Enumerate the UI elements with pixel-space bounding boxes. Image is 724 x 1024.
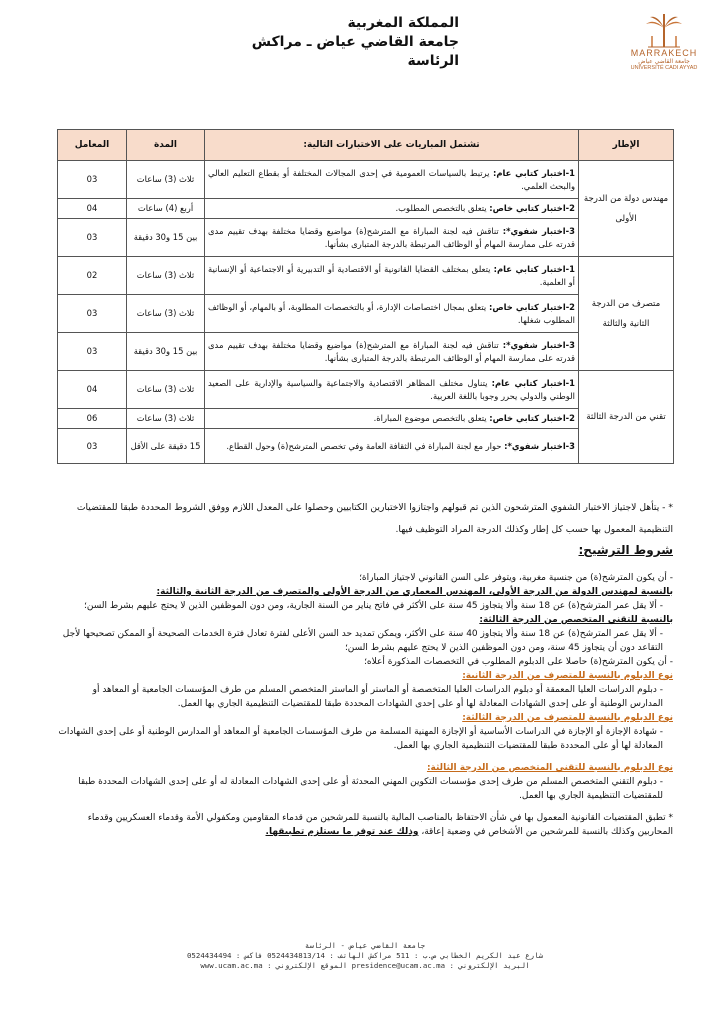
test-cell: 3-اختبار شفوي*: تناقش فيه لجنة المباراة مع المترشح(ة) مواضيع وقضايا مختلفة بهدف تقييم مدى قدرته على ممارسة المهام أو الوظائف المرتبطة بالدرجة المتبارى بشأنها.: [205, 333, 579, 371]
oral-exam-note: * - يتأهل لاجتياز الاختبار الشفوي المترشحون الذين تم قبولهم واجتازوا الاختبارين الكتابيين وحصلوا على المعدل اللازم ووفق الشروط المحددة طبقا للمقتضيات التنظيمية المعمول بها حسب كل إطار وكذلك الدرجة المراد التوظيف فيها.: [76, 502, 673, 535]
frame-cell: مهندس دولة من الدرجة الأولى: [579, 161, 674, 257]
conditions-section: [58, 571, 673, 839]
test-cell: 3-اختبار شفوي*: تناقش فيه لجنة المباراة مع المترشح(ة) مواضيع وقضايا مختلفة بهدف تقييم مدى قدرته على ممارسة المهام أو الوظائف المرتبطة بالدرجة المتبارى بشأنها.: [205, 219, 579, 257]
test-cell: 1-اختبار كتابي عام: يتعلق بمختلف القضايا القانونية أو الاقتصادية أو التدبيرية أو الاجتماعية أو الإنسانية أو العلمية.: [205, 257, 579, 295]
logo-arabic-name: جامعة القاضي عياض: [638, 58, 690, 65]
test-cell: 3-اختبار شفوي*: حوار مع لجنة المباراة في الثقافة العامة وفي تخصص المترشح(ة) وحول القطاع.: [205, 429, 579, 464]
page-footer: [60, 941, 670, 971]
frame-cell: متصرف من الدرجة الثانية والثالثة: [579, 257, 674, 371]
duration-cell: بين 15 و30 دقيقة: [127, 219, 205, 257]
header-duration: المدة: [127, 130, 205, 161]
kingdom-title: المملكة المغربية: [347, 15, 459, 31]
logo-french-name: UNIVERSITÉ CADI AYYAD: [630, 65, 698, 71]
test-cell: 2-اختبار كتابي خاص: يتعلق بالتخصص المطلوب.: [205, 199, 579, 219]
final-note: * تطبق المقتضيات القانونية المعمول بها في شأن الاحتفاظ بالمناصب المالية بالنسبة للمرشحين من قدماء المقاومين ومكفولي الأمة وقدماء العسكريين وقدماء المحاربين وكذلك بالنسبة للمرشحين من الأشخاص في وضعية إعاقة، وذلك عند توفر ما يستلزم تطبيقها.: [87, 813, 673, 837]
table-row: [58, 161, 674, 199]
table-row: [58, 257, 674, 295]
test-cell: 1-اختبار كتابي عام: يتناول مختلف المظاهر الاقتصادية والاجتماعية والسياسية والإدارية على الصعيد الوطني والدولي يحرر وجوبا باللغة العربية.: [205, 371, 579, 409]
duration-cell: ثلاث (3) ساعات: [127, 295, 205, 333]
duration-cell: ثلاث (3) ساعات: [127, 409, 205, 429]
exams-table: [57, 129, 674, 464]
coefficient-cell: 03: [58, 333, 127, 371]
test-cell: 1-اختبار كتابي عام: يرتبط بالسياسات العمومية في إحدى المجالات المختلفة أو بقطاع التعليم العالي والبحث العلمي.: [205, 161, 579, 199]
coefficient-cell: 03: [58, 161, 127, 199]
conditions-title: شروط الترشيح:: [578, 543, 673, 557]
duration-cell: بين 15 و30 دقيقة: [127, 333, 205, 371]
condition-diploma: - أن يكون المترشح(ة) حاصلا على الدبلوم المطلوب في التخصصات المذكورة أعلاه؛: [364, 657, 673, 667]
duration-cell: ثلاث (3) ساعات: [127, 257, 205, 295]
test-cell: 2-اختبار كتابي خاص: يتعلق بمجال اختصاصات الإدارة، أو بالتخصصات المطلوبة، أو بالمهام، أو الوظائف المطلوب شغلها.: [205, 295, 579, 333]
frame-cell: تقني من الدرجة الثالثة: [579, 371, 674, 464]
condition-age-technician: - ألا يقل عمر المترشح(ة) عن 18 سنة وألا يتجاوز 40 سنة على الأكثر، ويمكن تمديد حد السن الأعلى لفترة تعادل فترة الخدمات الصحيحة أو الممكن تصحيحها لأجل التقاعد دون أن يتجاوز 45 سنة، ومن دون الموظفين الذين لا يحتج عليهم بشرط السن؛: [62, 629, 663, 653]
presidency-title: الرئاسة: [407, 53, 459, 69]
coefficient-cell: 02: [58, 257, 127, 295]
diploma-title-technician: نوع الدبلوم بالنسبة للتقني المتخصص من الدرجة الثالثة:: [426, 763, 673, 773]
university-logo: [617, 14, 711, 78]
coefficient-cell: 06: [58, 409, 127, 429]
duration-cell: ثلاث (3) ساعات: [127, 161, 205, 199]
diploma-text-admin-3: - شهادة الإجازة أو الإجازة في الدراسات الأساسية أو الإجازة المهنية المسلمة من طرف المؤسسات الجامعية أو المعاهد أو المدارس الوطنية أو على إحدى الشهادات المعادلة لها أو على المحددة طبقا للمقتضيات التنظيمية الجاري بها العمل.: [58, 727, 663, 751]
duration-cell: 15 دقيقة على الأقل: [127, 429, 205, 464]
diploma-title-admin-3: نوع الدبلوم بالنسبة للمتصرف من الدرجة الثالثة:: [462, 713, 673, 723]
coefficient-cell: 04: [58, 199, 127, 219]
table-header-row: [58, 130, 674, 161]
coefficient-cell: 04: [58, 371, 127, 409]
condition-group-engineers: بالنسبة لمهندس الدولة من الدرجة الأولى، المهندس المعماري من الدرجة الأولى والمتصرف من الدرجة الثانية والثالثة:: [156, 587, 673, 597]
test-cell: 2-اختبار كتابي خاص: يتعلق بالتخصص موضوع المباراة.: [205, 409, 579, 429]
coefficient-cell: 03: [58, 429, 127, 464]
diploma-text-admin-2: - دبلوم الدراسات العليا المعمقة أو دبلوم الدراسات العليا المتخصصة أو الماستر أو الماستر المتخصص المسلم من طرف المؤسسات الجامعية أو المعاهد أو المدارس الوطنية أو على إحدى الشهادات المعادلة لها أو على إحدى الشهادات المحددة طبقا للمقتضيات التنظيمية الجاري بها العمل.: [92, 685, 663, 709]
header-frame: الإطار: [579, 130, 674, 161]
duration-cell: أربع (4) ساعات: [127, 199, 205, 219]
logo-wordmark: MARRAKECH: [630, 48, 698, 58]
footer-contact: البريد الإلكتروني : presidence@ucam.ac.ma الموقع الإلكتروني : www.ucam.ac.ma: [200, 961, 530, 970]
table-row: [58, 371, 674, 409]
palm-emblem-icon: [644, 14, 684, 48]
university-title: جامعة القاضي عياض ـ مراكش: [251, 34, 459, 50]
footer-address: شارع عبد الكريم الخطابي ص.ب : 511 مراكش الهاتف : 0524434813/14 فاكس : 0524434494: [186, 951, 544, 960]
header-tests: تشتمل المباريات على الاختبارات التالية:: [205, 130, 579, 161]
diploma-title-admin-2: نوع الدبلوم بالنسبة للمتصرف من الدرجة الثانية:: [462, 671, 673, 681]
coefficient-cell: 03: [58, 219, 127, 257]
condition-group-technician: بالنسبة للتقني المتخصص من الدرجة الثالثة:: [479, 615, 673, 625]
condition-age-engineers: - ألا يقل عمر المترشح(ة) عن 18 سنة وألا يتجاوز 45 سنة على الأكثر في فاتح يناير من السنة الجارية، ومن دون الموظفين الذين لا يحتج عليهم بشرط السن؛: [84, 601, 663, 611]
duration-cell: ثلاث (3) ساعات: [127, 371, 205, 409]
letterhead: [159, 14, 459, 71]
header-coefficient: المعامل: [58, 130, 127, 161]
diploma-text-technician: - دبلوم التقني المتخصص المسلم من طرف إحدى مؤسسات التكوين المهني المحدثة أو على إحدى الشهادات المعادلة له أو على إحدى الشهادات المحددة طبقا للمقتضيات التنظيمية الجاري بها العمل.: [78, 777, 663, 801]
coefficient-cell: 03: [58, 295, 127, 333]
final-note-emphasis: وذلك عند توفر ما يستلزم تطبيقها.: [265, 827, 419, 837]
condition-nationality: - أن يكون المترشح(ة) من جنسية مغربية، ويتوفر على السن القانوني لاجتياز المباراة؛: [359, 573, 673, 583]
footer-institution: جامعة القاضي عياض - الرئاسة: [304, 941, 426, 950]
